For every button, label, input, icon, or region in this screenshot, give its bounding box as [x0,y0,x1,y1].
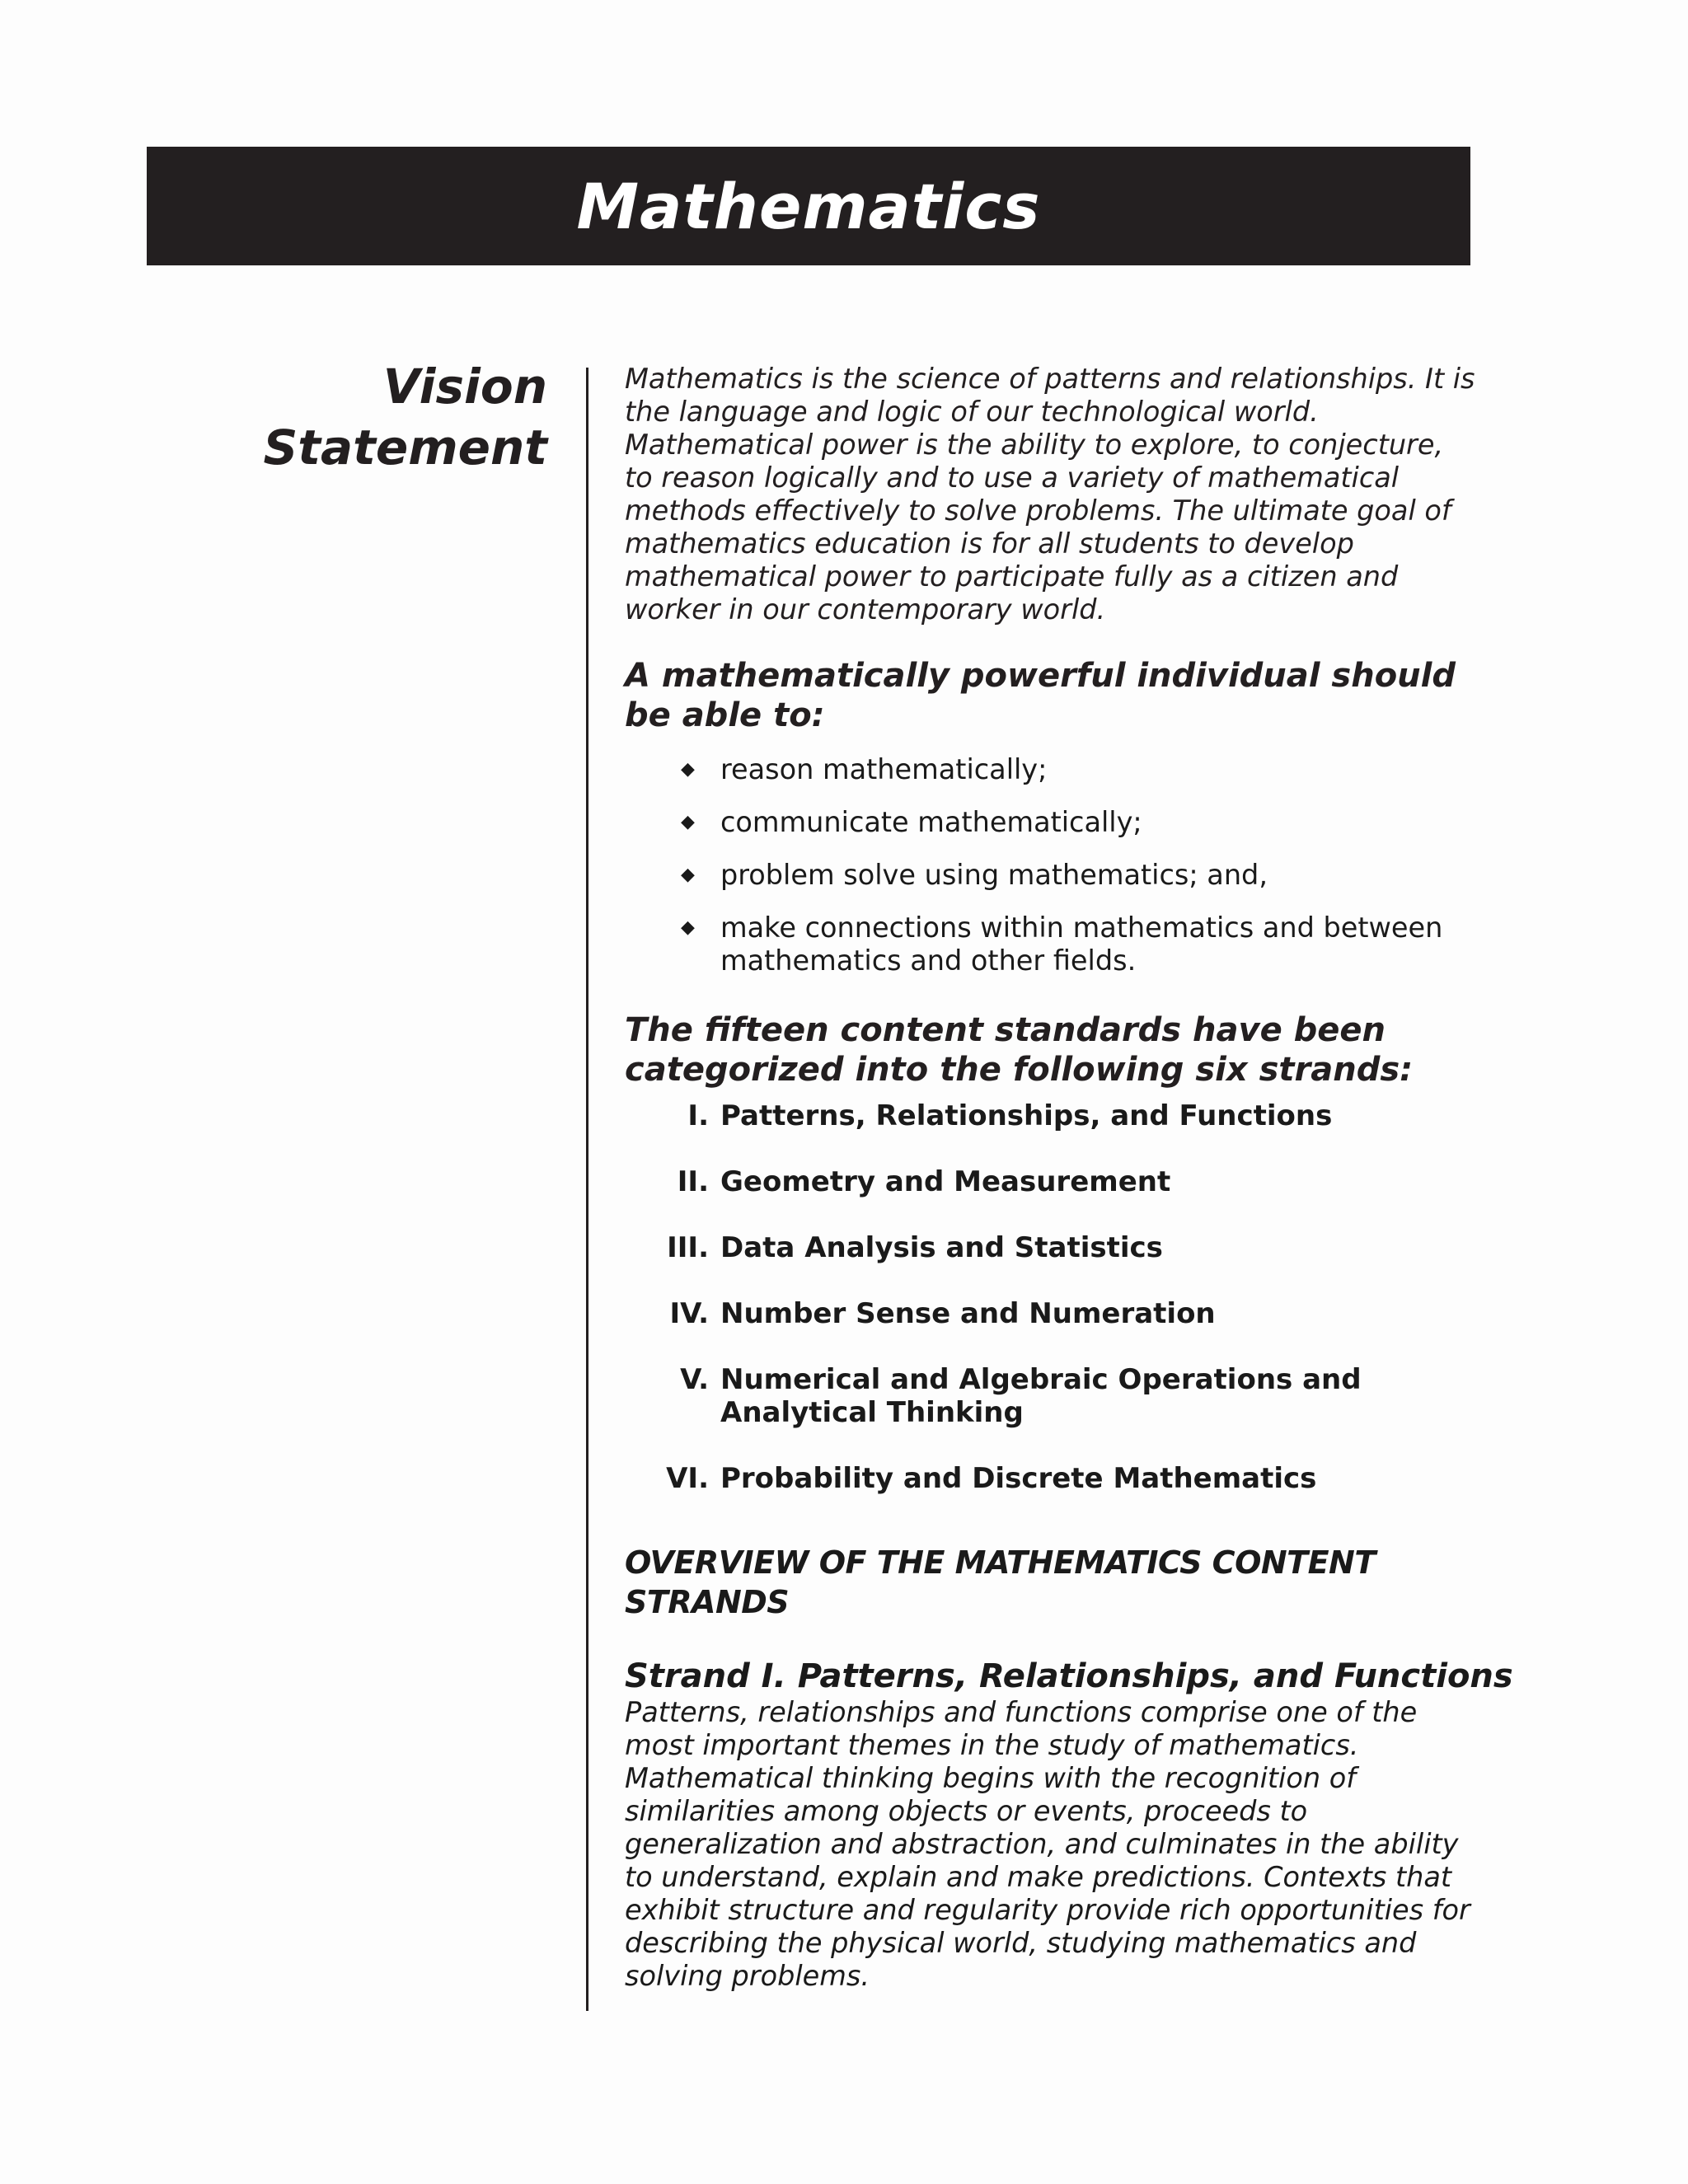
strand-item [625,1099,1479,1132]
strand-number: V. [680,1363,709,1396]
overview-heading: OVERVIEW OF THE MATHEMATICS CONTENT STRANDS [625,1544,1376,1620]
strand-label: Patterns, Relationships, and Functions [720,1099,1333,1132]
strand-label: Data Analysis and Statistics [720,1231,1163,1264]
strands-list [625,1099,1479,1495]
strand-one-title: Strand I. Patterns, Relationships, and Functions [625,1657,1513,1695]
section-heading [147,356,547,478]
diamond-bullet-icon: ◆ [681,759,695,780]
strand-number: I. [687,1099,709,1132]
strand-label: Number Sense and Numeration [720,1297,1216,1330]
strand-item [625,1297,1479,1330]
title-banner [147,147,1470,265]
page-title: Mathematics [576,169,1041,243]
abilities-list [625,753,1479,977]
list-item: ◆ communicate mathematically; [681,806,1142,838]
abilities-heading: A mathematically powerful individual should be able to: [625,657,1456,734]
strand-item [625,1363,1479,1429]
strand-number: IV. [669,1297,709,1330]
strand-number: II. [677,1165,709,1198]
strand-item [625,1462,1479,1495]
intro-paragraph: Mathematics is the science of patterns and relationships. It is the language and logic of our technological world. Mathematical power is the ability to explore, to conjecture, to reason logically and to use a variety of mathematical methods effectively to solve problems. The ultimate goal of mathematics education is for all students to develop mathematical power to participate fully as a citizen and worker in our contemporary world. [625,363,1475,626]
strand-item [625,1231,1479,1264]
strand-label: Probability and Discrete Mathematics [720,1462,1317,1495]
list-item: ◆ problem solve using mathematics; and, [681,859,1268,891]
strand-label: Numerical and Algebraic Operations and Analytical Thinking [720,1363,1362,1429]
section-heading-line-1: Vision [382,359,547,415]
strand-label: Geometry and Measurement [720,1165,1171,1198]
vertical-divider [586,368,588,2011]
diamond-bullet-icon: ◆ [681,812,695,832]
list-item: ◆ reason mathematically; [681,753,1048,785]
list-item: ◆ make connections within mathematics and between mathematics and other fields. [681,912,1443,977]
main-content [625,363,1513,1993]
section-heading-line-2: Statement [263,419,547,476]
strand-number: VI. [666,1462,709,1495]
strand-number: III. [667,1231,709,1264]
strands-heading: The fifteen content standards have been categorized into the following six strands: [625,1011,1414,1089]
strand-item [625,1165,1479,1198]
diamond-bullet-icon: ◆ [681,865,695,885]
diamond-bullet-icon: ◆ [681,917,695,938]
strand-one-body: Patterns, relationships and functions comprise one of the most important themes in the study of mathematics. Mathematical thinking begins with the recognition of similarities among objects or events, proceeds to generalization and abstraction, and culminates in the ability to understand, explain and make predictions. Contexts that exhibit structure and regularity provide rich opportunities for describing the physical world, studying mathematics and solving problems. [625,1696,1470,1992]
